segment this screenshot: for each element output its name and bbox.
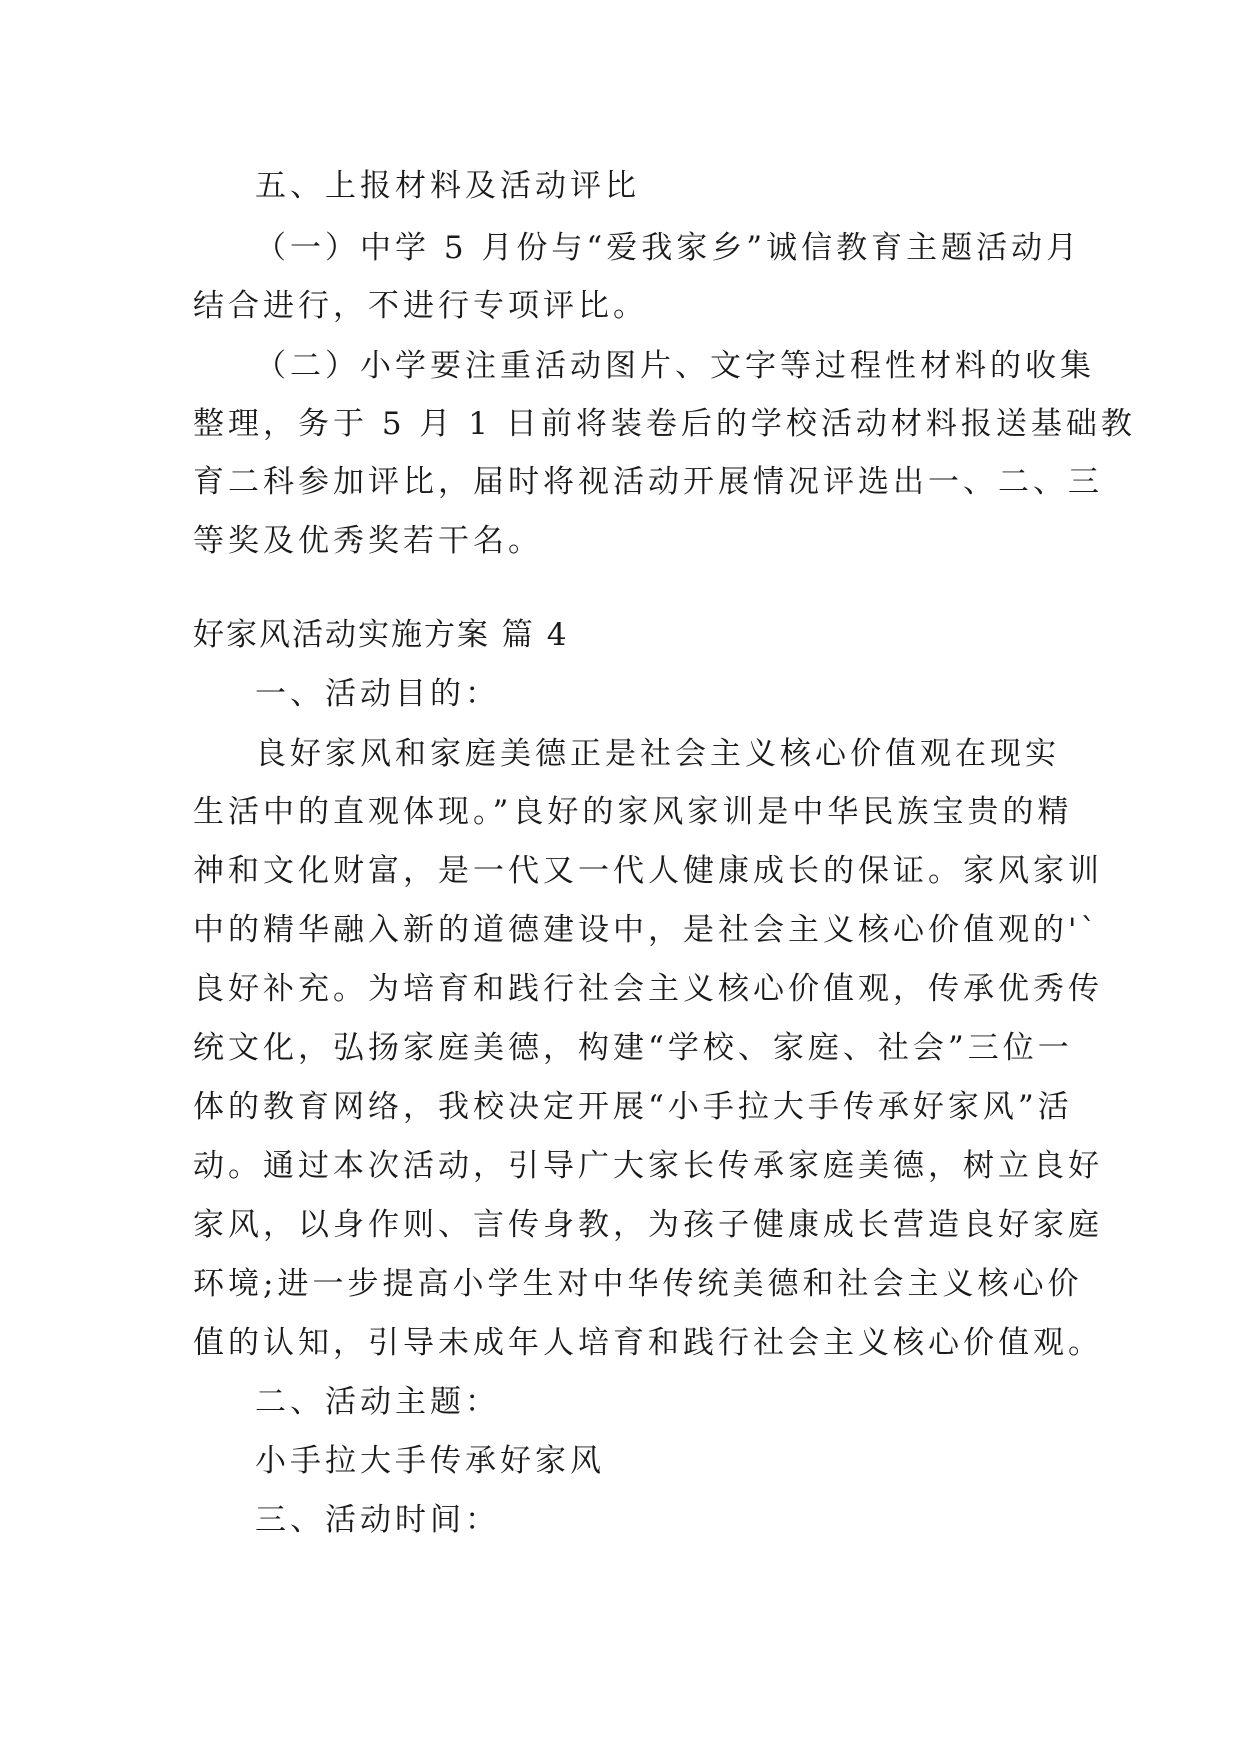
paragraph-line: 育二科参加评比，届时将视活动开展情况评选出一、二、三	[193, 464, 1103, 500]
paragraph-line: （一）中学 5 月份与“爱我家乡”诚信教育主题活动月	[255, 230, 1082, 266]
section-heading: 二、活动主题：	[255, 1384, 500, 1420]
section-heading: 五、上报材料及活动评比	[255, 168, 640, 204]
section-heading: 一、活动目的：	[255, 676, 500, 712]
paragraph-line: 生活中的直观体现。”良好的家风家训是中华民族宝贵的精	[193, 794, 1073, 830]
paragraph-line: 良好补充。为培育和践行社会主义核心价值观，传承优秀传	[193, 971, 1103, 1007]
section-heading: 三、活动时间：	[255, 1502, 500, 1538]
paragraph-line: 体的教育网络，我校决定开展“小手拉大手传承好家风”活	[193, 1089, 1073, 1125]
paragraph-line: 等奖及优秀奖若干名。	[193, 523, 543, 559]
paragraph-line: 值的认知，引导未成年人培育和践行社会主义核心价值观。	[193, 1325, 1103, 1361]
paragraph-line: 中的精华融入新的道德建设中，是社会主义核心价值观的'`	[193, 912, 1101, 948]
paragraph-line: 良好家风和家庭美德正是社会主义核心价值观在现实	[255, 736, 1060, 772]
paragraph-line: 神和文化财富，是一代又一代人健康成长的保证。家风家训	[193, 853, 1103, 889]
paragraph-line: 小手拉大手传承好家风	[255, 1443, 605, 1479]
paragraph-line: 整理，务于 5 月 1 日前将装卷后的学校活动材料报送基础教	[193, 406, 1136, 442]
paragraph-line: 统文化，弘扬家庭美德，构建“学校、家庭、社会”三位一	[193, 1030, 1073, 1066]
paragraph-line: （二）小学要注重活动图片、文字等过程性材料的收集	[255, 348, 1095, 384]
paragraph-line: 家风，以身作则、言传身教，为孩子健康成长营造良好家庭	[193, 1207, 1103, 1243]
paragraph-line: 环境;进一步提高小学生对中华传统美德和社会主义核心价	[193, 1266, 1083, 1302]
article-title: 好家风活动实施方案 篇 4	[193, 617, 569, 653]
paragraph-line: 结合进行，不进行专项评比。	[193, 288, 648, 324]
paragraph-line: 动。通过本次活动，引导广大家长传承家庭美德，树立良好	[193, 1148, 1103, 1184]
